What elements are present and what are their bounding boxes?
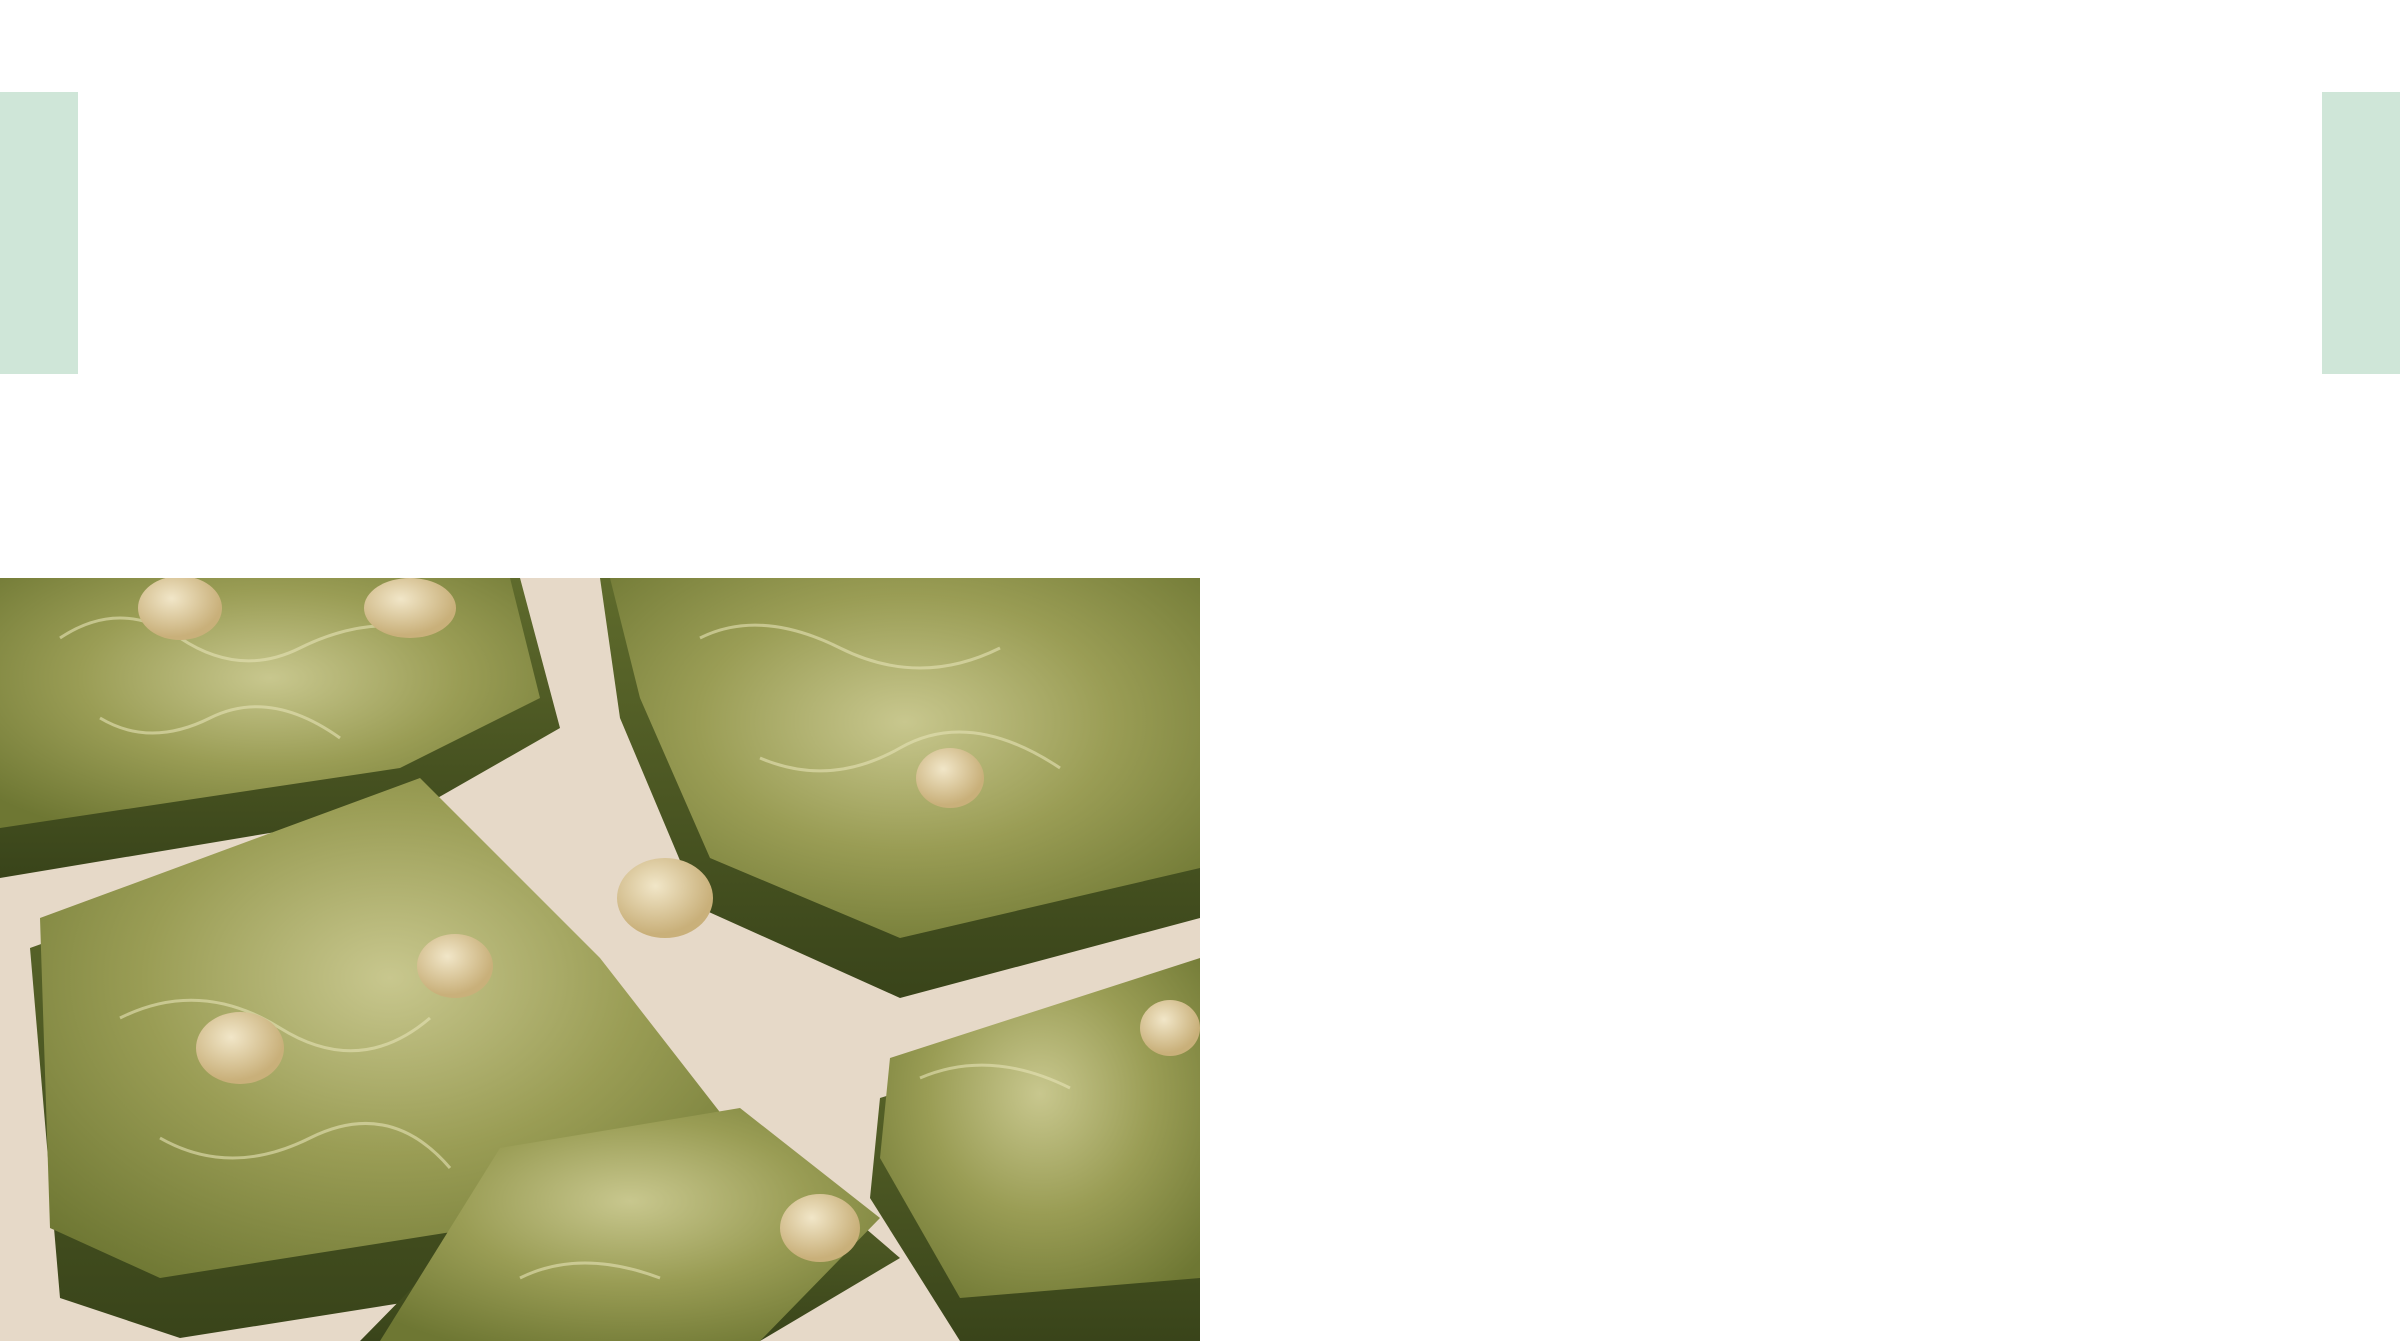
blondies-photo [0,578,1200,1341]
section-tab-right [2322,92,2400,374]
wavy-divider [104,210,1064,224]
section-tab-left [0,92,78,374]
